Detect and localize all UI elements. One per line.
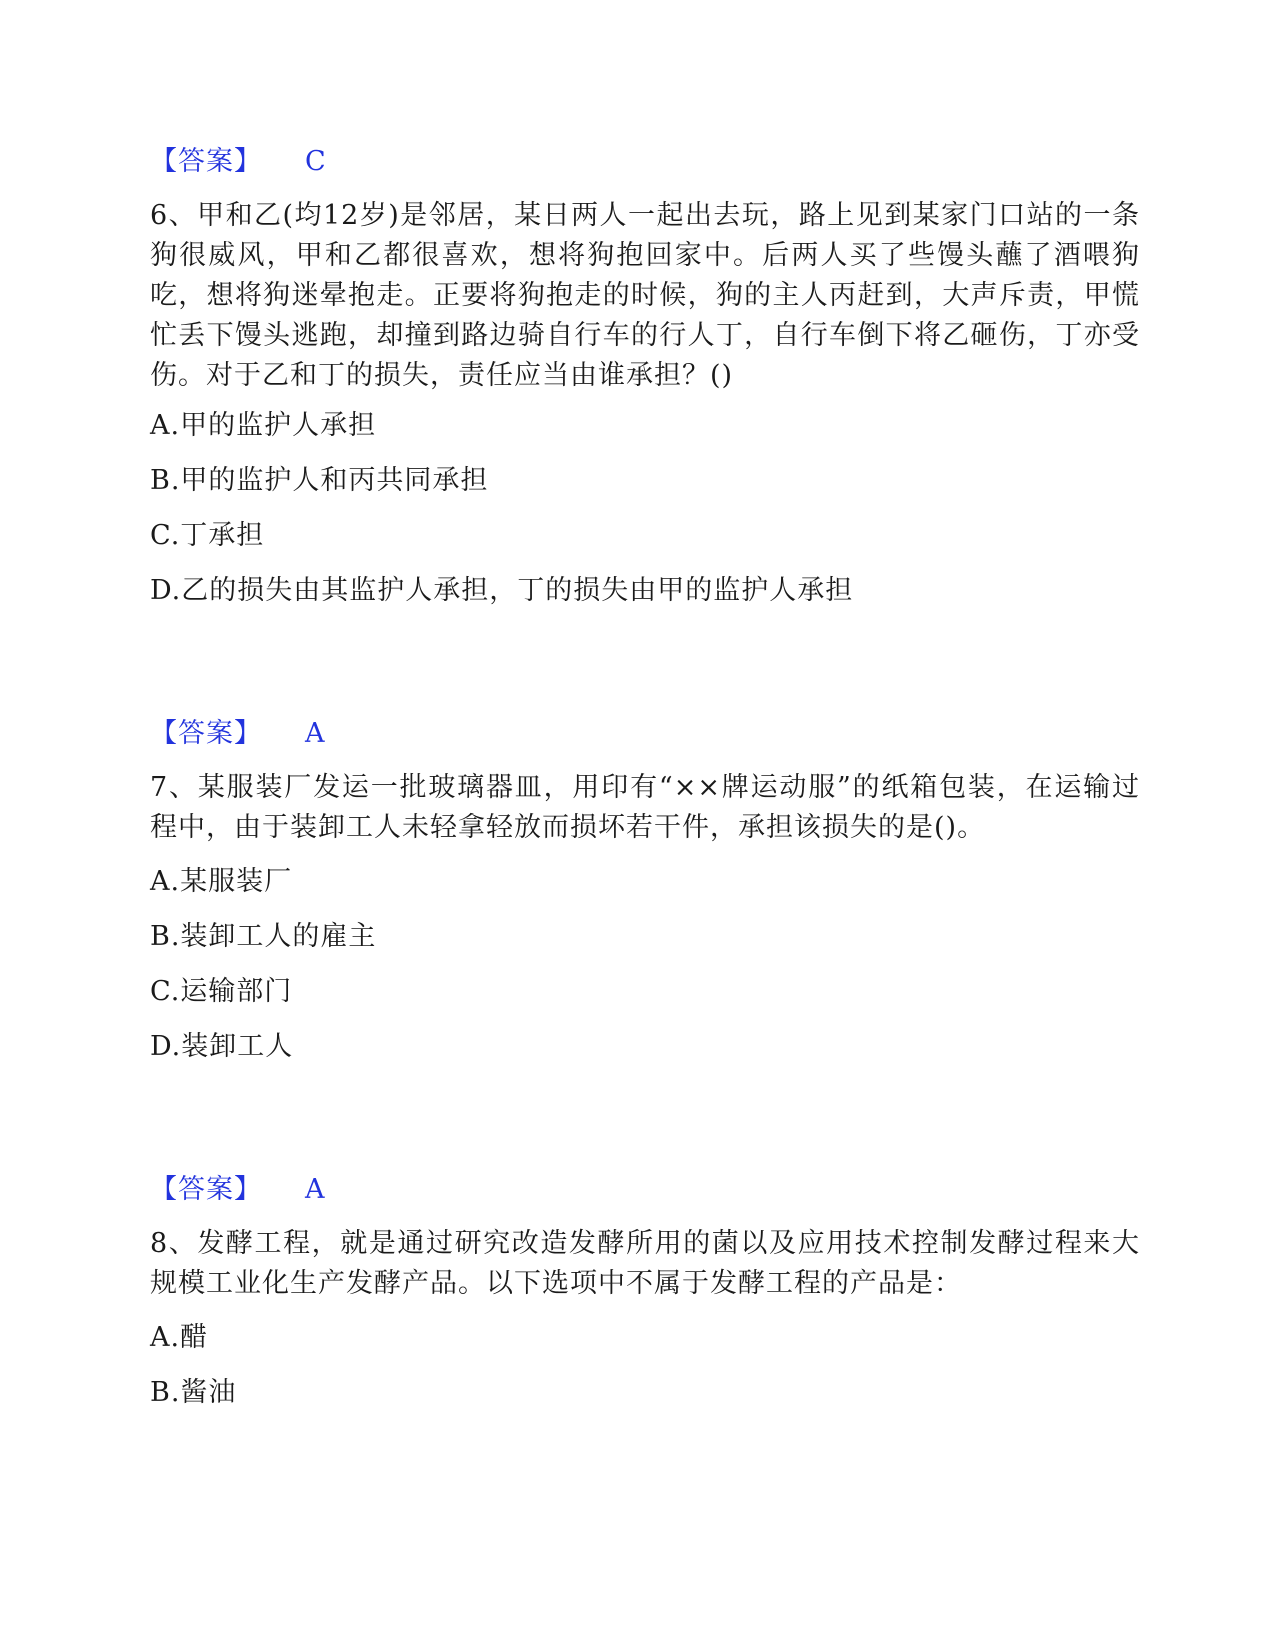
answer-line	[150, 1174, 325, 1206]
answer-label: 【答案】	[150, 718, 262, 749]
question-7-option-c: C.运输部门	[150, 976, 293, 1007]
answer-label: 【答案】	[150, 146, 262, 177]
question-7-text: 7、某服装厂发运一批玻璃器皿，用印有“××牌运动服”的纸箱包装，在运输过程中，由于装卸工人未轻拿轻放而损坏若干件，承担该损失的是()。	[150, 772, 1140, 843]
question-8-text: 8、发酵工程，就是通过研究改造发酵所用的菌以及应用技术控制发酵过程来大规模工业化生产发酵产品。以下选项中不属于发酵工程的产品是：	[150, 1228, 1140, 1299]
answer-line	[150, 146, 326, 178]
question-8-option-b: B.酱油	[150, 1377, 237, 1408]
answer-line	[150, 718, 325, 750]
question-7-option-b: B.装卸工人的雇主	[150, 921, 377, 952]
answer-value: A	[305, 1174, 325, 1205]
question-7-option-d: D.装卸工人	[150, 1031, 294, 1062]
answer-value: A	[305, 718, 325, 749]
question-6-option-b: B.甲的监护人和丙共同承担	[150, 465, 489, 496]
question-8-option-a: A.醋	[150, 1322, 209, 1353]
answer-label: 【答案】	[150, 1174, 262, 1205]
answer-value: C	[305, 146, 326, 177]
question-7-option-a: A.某服装厂	[150, 866, 293, 897]
question-6-option-a: A.甲的监护人承担	[150, 410, 377, 441]
question-6-option-d: D.乙的损失由其监护人承担，丁的损失由甲的监护人承担	[150, 575, 854, 606]
question-6-option-c: C.丁承担	[150, 520, 265, 551]
question-6-text: 6、甲和乙(均12岁)是邻居，某日两人一起出去玩，路上见到某家门口站的一条狗很威风，甲和乙都很喜欢，想将狗抱回家中。后两人买了些馒头蘸了酒喂狗吃，想将狗迷晕抱走。正要将狗抱走的时候，狗的主人丙赶到，大声斥责，甲慌忙丢下馒头逃跑，却撞到路边骑自行车的行人丁，自行车倒下将乙砸伤，丁亦受伤。对于乙和丁的损失，责任应当由谁承担？()	[150, 200, 1140, 391]
